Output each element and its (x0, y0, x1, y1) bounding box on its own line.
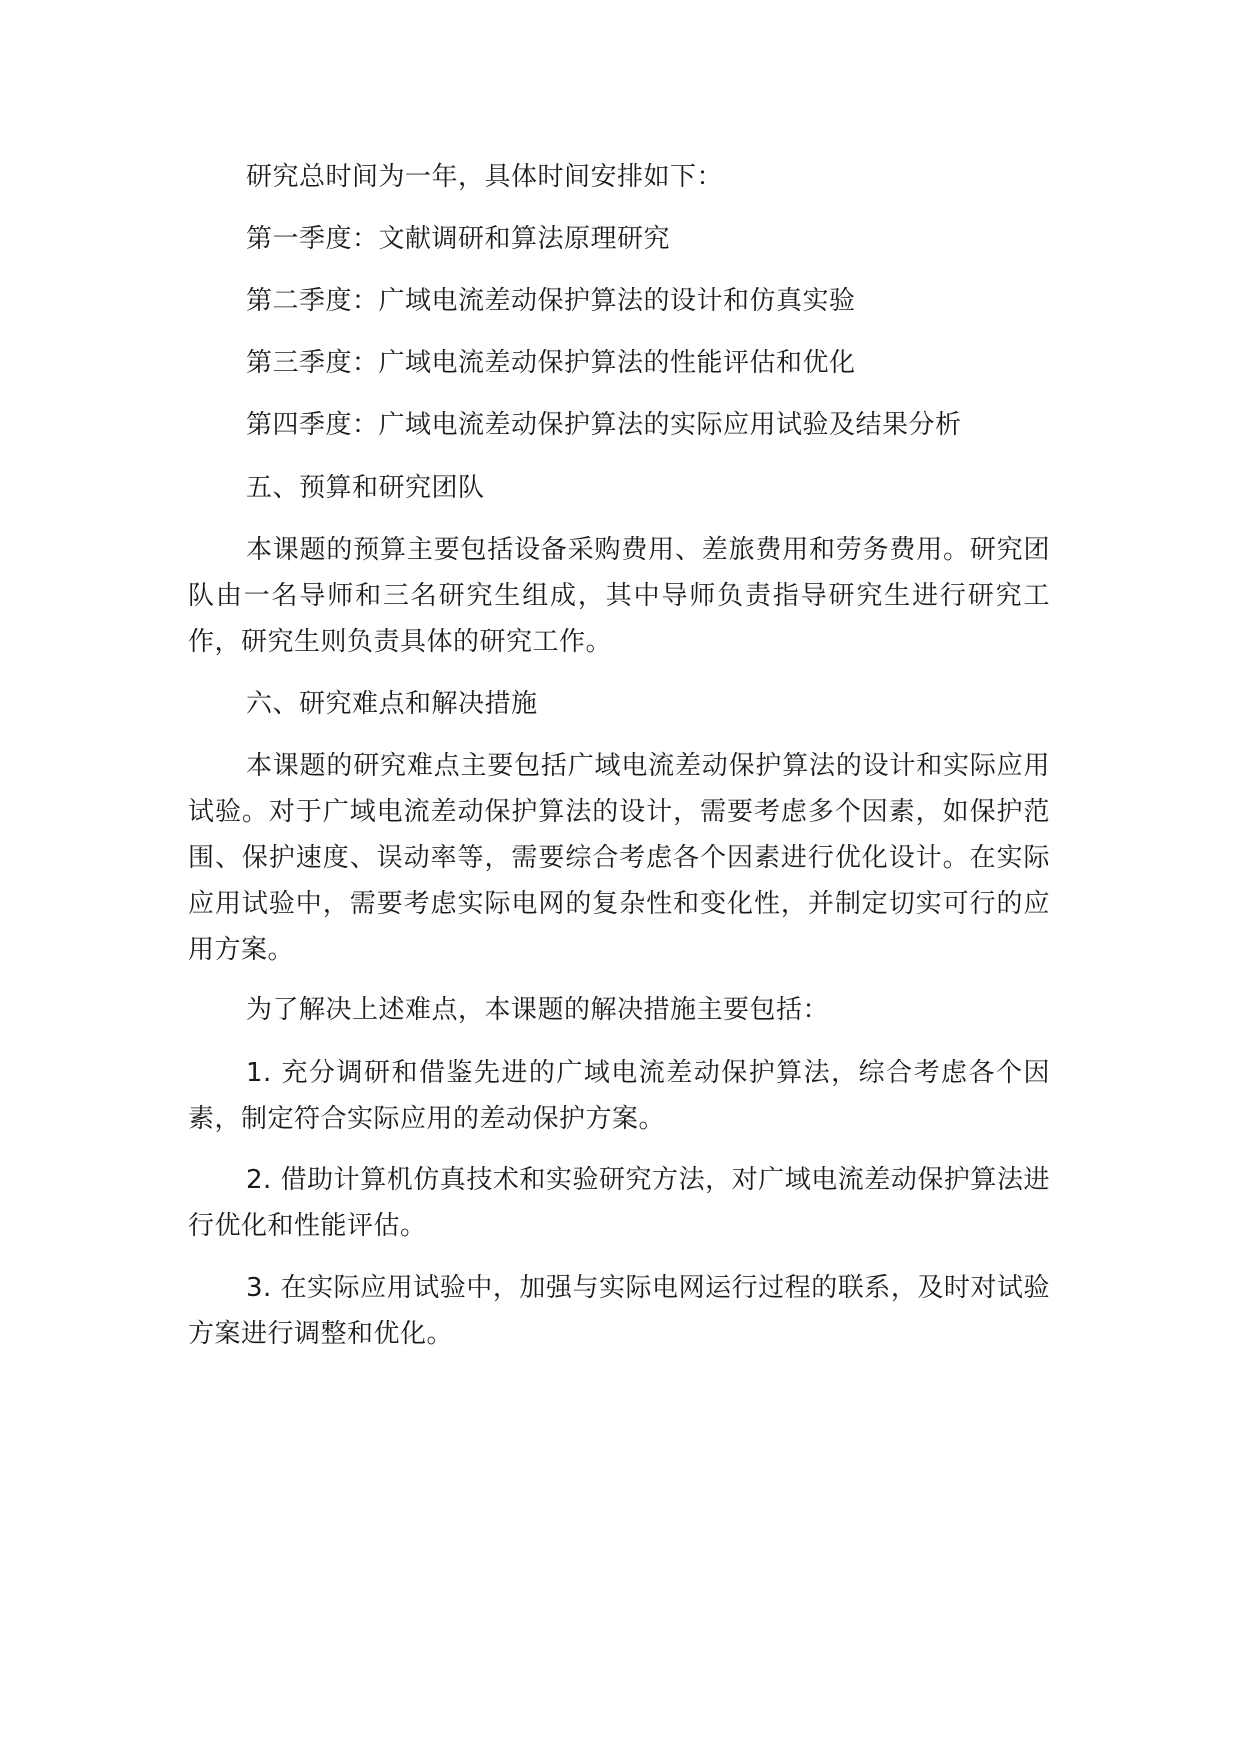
measure-item-3: 3. 在实际应用试验中，加强与实际电网运行过程的联系，及时对试验方案进行调整和优化。 (188, 1273, 1050, 1349)
measures-intro-paragraph: 为了解决上述难点，本课题的解决措施主要包括： (246, 995, 830, 1025)
schedule-intro-paragraph: 研究总时间为一年，具体时间安排如下： (246, 162, 724, 192)
schedule-item-q1: 第一季度：文献调研和算法原理研究 (246, 224, 671, 254)
budget-team-paragraph: 本课题的预算主要包括设备采购费用、差旅费用和劳务费用。研究团队由一名导师和三名研究生组成，其中导师负责指导研究生进行研究工作，研究生则负责具体的研究工作。 (188, 535, 1050, 657)
schedule-item-q3: 第三季度：广域电流差动保护算法的性能评估和优化 (246, 348, 856, 378)
measure-item-2: 2. 借助计算机仿真技术和实验研究方法，对广域电流差动保护算法进行优化和性能评估。 (188, 1165, 1050, 1241)
section-heading-difficulties: 六、研究难点和解决措施 (246, 689, 538, 719)
difficulties-paragraph: 本课题的研究难点主要包括广域电流差动保护算法的设计和实际应用试验。对于广域电流差动保护算法的设计，需要考虑多个因素，如保护范围、保护速度、误动率等，需要综合考虑各个因素进行优化设计。在实际应用试验中，需要考虑实际电网的复杂性和变化性，并制定切实可行的应用方案。 (188, 751, 1050, 965)
measure-item-1: 1. 充分调研和借鉴先进的广域电流差动保护算法，综合考虑各个因素，制定符合实际应用的差动保护方案。 (188, 1058, 1050, 1134)
section-heading-budget: 五、预算和研究团队 (246, 473, 485, 503)
schedule-item-q4: 第四季度：广域电流差动保护算法的实际应用试验及结果分析 (246, 410, 962, 440)
schedule-item-q2: 第二季度：广域电流差动保护算法的设计和仿真实验 (246, 286, 856, 316)
